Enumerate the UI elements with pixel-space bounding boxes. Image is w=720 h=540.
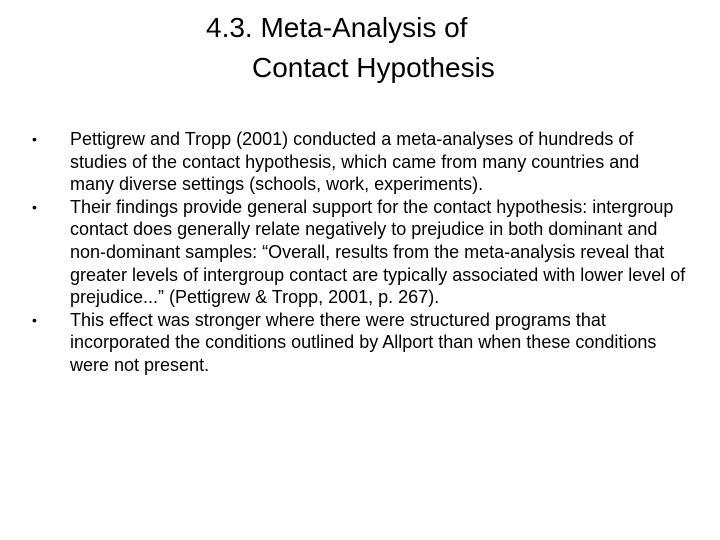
bullet-item bbox=[26, 128, 686, 196]
bullet-icon: • bbox=[32, 131, 37, 147]
bullet-list bbox=[26, 128, 686, 377]
bullet-item bbox=[26, 196, 686, 309]
bullet-icon: • bbox=[32, 198, 37, 215]
bullet-icon: • bbox=[32, 311, 37, 328]
bullet-text: Their findings provide general support for the contact hypothesis: intergroup contact does generally relate negatively to prejudice in both dominant and non-dominant samples: “Overall, results from the meta-analysis reveal that greater levels of intergroup contact are typically associated with lower level of prejudice...” (Pettigrew & Tropp, 2001, p. 267). bbox=[70, 196, 686, 308]
bullet-item bbox=[26, 309, 686, 377]
bullet-text: This effect was stronger where there were structured programs that incorporated the conditions outlined by Allport than when these conditions were not present. bbox=[70, 309, 657, 375]
slide-title-line-2: Contact Hypothesis bbox=[252, 52, 495, 83]
slide-title-line-1: 4.3. Meta-Analysis of bbox=[206, 12, 468, 43]
slide-title bbox=[150, 8, 630, 88]
bullet-text: Pettigrew and Tropp (2001) conducted a meta-analyses of hundreds of studies of the contact hypothesis, which came from many countries and many diverse settings (schools, work, experiments). bbox=[70, 129, 640, 195]
